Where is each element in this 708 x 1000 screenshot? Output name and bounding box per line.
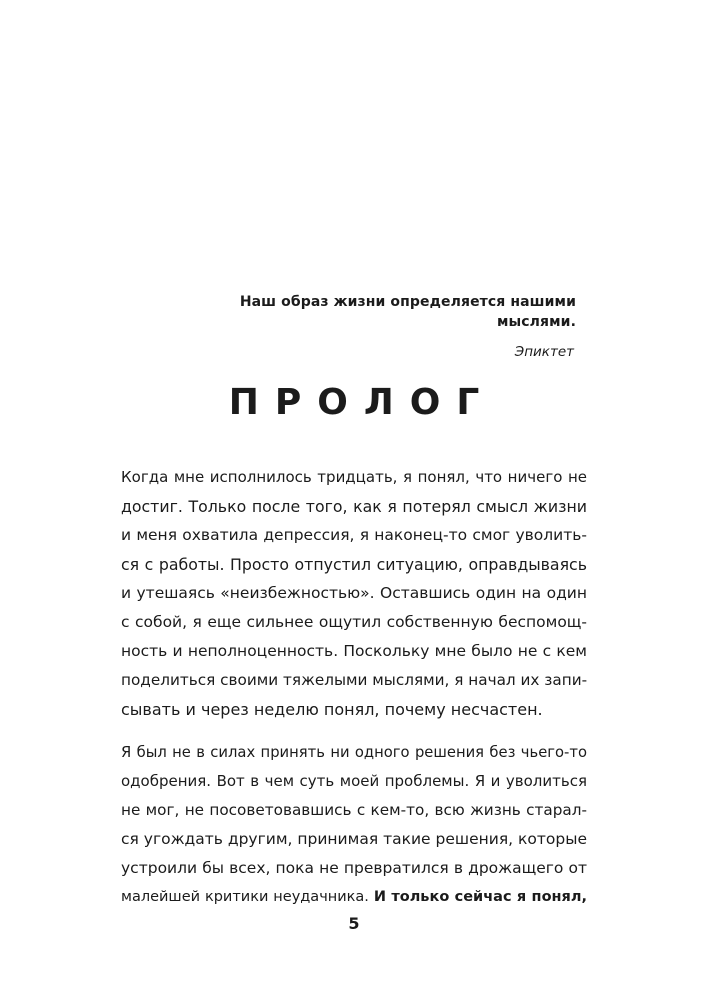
text-line: и меня охватила депрессия, я наконец-то смог уволить- [121, 526, 587, 544]
text-line: Когда мне исполнилось тридцать, я понял, что ничего не [121, 468, 587, 486]
final-line-bold: И только сейчас я понял, [373, 889, 587, 905]
text-line-final [121, 883, 587, 912]
body-text [121, 463, 587, 912]
chapter-title: ПРОЛОГ [228, 382, 496, 423]
epigraph [156, 292, 576, 362]
text-line: ся угождать другим, принимая такие решения, которые [121, 830, 587, 848]
text-line: ся с работы. Просто отпустил ситуацию, оправдываясь [121, 555, 587, 574]
text-line: одобрения. Вот в чем суть моей проблемы. Я и уволиться [121, 772, 587, 790]
epigraph-author: Эпиктет [514, 344, 574, 360]
text-line: устроили бы всех, пока не превратился в дрожащего от [121, 859, 587, 877]
text-line: достиг. Только после того, как я потерял смысл жизни [121, 497, 587, 516]
text-line: ность и неполноценность. Поскольку мне было не с кем [121, 642, 587, 660]
paragraph-1 [121, 463, 587, 724]
text-line: не мог, не посоветовавшись с кем-то, всю жизнь старал- [121, 801, 587, 819]
paragraph-gap [121, 724, 587, 738]
page-number: 5 [348, 914, 360, 933]
text-line: с собой, я еще сильнее ощутил собственную беспомощ- [121, 613, 587, 631]
text-line: сывать и через неделю понял, почему несчастен. [121, 700, 543, 719]
epigraph-quote: Наш образ жизни определяется нашими мыслями. [239, 294, 576, 330]
text-line: Я был не в силах принять ни одного решения без чьего-то [121, 744, 587, 761]
text-line: и утешаясь «неизбежностью». Оставшись один на один [121, 584, 587, 602]
final-line-regular: малейшей критики неудачника. [121, 889, 369, 905]
text-line: поделиться своими тяжелыми мыслями, я начал их запи- [121, 671, 588, 689]
paragraph-2 [121, 738, 587, 912]
